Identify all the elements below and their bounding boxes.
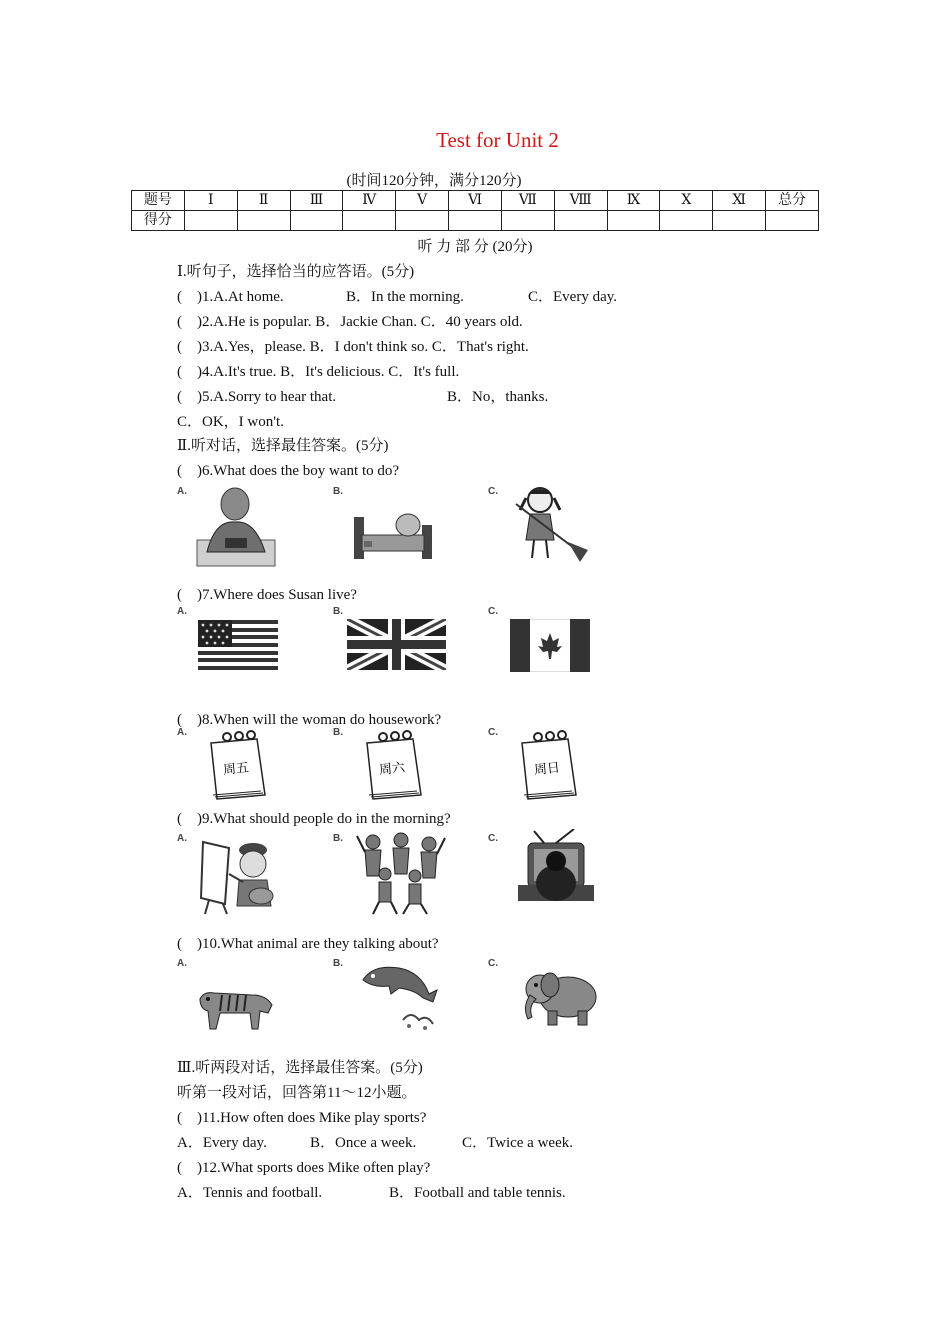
time-and-score: (时间120分钟，满分120分) [346, 173, 522, 189]
question-6: ( )6.What does the boy want to do? [177, 463, 400, 479]
calendar-day-text: 周五 [222, 760, 250, 779]
option-label-a: A. [177, 606, 187, 617]
question-5-option-b: B．No，thanks. [447, 389, 549, 405]
score-input-cell[interactable] [237, 211, 290, 231]
option-label-c: C. [488, 606, 498, 617]
question-11: ( )11.How often does Mike play sports? [177, 1110, 427, 1126]
question-12: ( )12.What sports does Mike often play? [177, 1160, 431, 1176]
score-table-cell: Ⅺ [713, 191, 766, 211]
question-1-option-c: C．Every day. [528, 289, 618, 305]
calendar-day-text: 周六 [378, 760, 406, 779]
question-1: ( )1.A.At home. [177, 289, 284, 305]
boy-doing-homework-image[interactable] [195, 482, 277, 568]
usa-flag-image[interactable] [198, 620, 278, 670]
score-table-cell: 总分 [766, 191, 819, 211]
people-exercising-image[interactable] [355, 830, 446, 916]
watching-tv-image[interactable] [516, 829, 596, 909]
question-11-option-b: B．Once a week. [310, 1135, 417, 1151]
score-table-cell: Ⅷ [554, 191, 607, 211]
score-input-cell[interactable] [184, 211, 237, 231]
question-4: ( )4.A.It's true. B．It's delicious. C．It's full. [177, 364, 460, 380]
score-input-cell[interactable] [607, 211, 660, 231]
question-8: ( )8.When will the woman do housework? [177, 712, 442, 728]
score-table-cell: Ⅸ [607, 191, 660, 211]
boy-sleeping-in-bed-image[interactable] [352, 503, 434, 561]
score-table [131, 190, 819, 231]
question-12-option-b: B．Football and table tennis. [389, 1185, 566, 1201]
calendar-sunday-image[interactable] [514, 729, 578, 801]
calendar-friday-image[interactable] [203, 729, 267, 801]
score-table-cell: Ⅱ [237, 191, 290, 211]
score-table-cell: Ⅲ [290, 191, 343, 211]
option-label-c: C. [488, 958, 498, 969]
elephant-image[interactable] [518, 967, 600, 1029]
dolphin-image[interactable] [359, 960, 443, 1032]
question-11-option-c: C．Twice a week. [462, 1135, 573, 1151]
score-input-cell[interactable] [766, 211, 819, 231]
girl-sweeping-floor-image[interactable] [510, 484, 590, 564]
option-label-b: B. [333, 833, 343, 844]
section-title: 听 力 部 分 (20分) [417, 239, 533, 255]
canada-flag-image[interactable] [510, 619, 590, 672]
page-title: Test for Unit 2 [436, 128, 559, 152]
option-label-a: A. [177, 486, 187, 497]
question-5-option-c: C．OK，I won't. [177, 414, 284, 430]
option-label-c: C. [488, 727, 498, 738]
question-5: ( )5.A.Sorry to hear that. [177, 389, 337, 405]
score-input-cell[interactable] [449, 211, 502, 231]
option-label-a: A. [177, 958, 187, 969]
score-input-cell[interactable] [660, 211, 713, 231]
score-table-cell: Ⅳ [343, 191, 396, 211]
score-table-cell: Ⅴ [396, 191, 449, 211]
score-input-cell[interactable] [501, 211, 554, 231]
question-9: ( )9.What should people do in the morning? [177, 811, 451, 827]
score-table-score-row [132, 211, 819, 231]
question-3: ( )3.A.Yes，please. B．I don't think so. C．That's right. [177, 339, 529, 355]
option-label-a: A. [177, 727, 187, 738]
tiger-image[interactable] [196, 983, 276, 1033]
score-input-cell[interactable] [396, 211, 449, 231]
option-label-b: B. [333, 727, 343, 738]
score-table-header-row [132, 191, 819, 211]
option-label-b: B. [333, 958, 343, 969]
part2-heading: Ⅱ.听对话，选择最佳答案。(5分) [177, 438, 389, 454]
score-input-cell[interactable] [290, 211, 343, 231]
score-table-cell: 得分 [132, 211, 185, 231]
question-12-option-a: A．Tennis and football. [177, 1185, 323, 1201]
boy-painting-image[interactable] [199, 834, 277, 916]
option-label-b: B. [333, 486, 343, 497]
question-11-option-a: A．Every day. [177, 1135, 267, 1151]
score-input-cell[interactable] [343, 211, 396, 231]
option-label-b: B. [333, 606, 343, 617]
option-label-c: C. [488, 833, 498, 844]
part1-heading: Ⅰ.听句子，选择恰当的应答语。(5分) [177, 264, 415, 280]
question-1-option-b: B．In the morning. [346, 289, 464, 305]
uk-flag-image[interactable] [347, 619, 446, 670]
score-table-cell: Ⅶ [501, 191, 554, 211]
score-input-cell[interactable] [713, 211, 766, 231]
score-input-cell[interactable] [554, 211, 607, 231]
part3-heading: Ⅲ.听两段对话，选择最佳答案。(5分) [177, 1060, 423, 1076]
calendar-saturday-image[interactable] [359, 729, 423, 801]
option-label-a: A. [177, 833, 187, 844]
question-7: ( )7.Where does Susan live? [177, 587, 357, 603]
calendar-day-text: 周日 [533, 760, 561, 779]
question-2: ( )2.A.He is popular. B．Jackie Chan. C．40 years old. [177, 314, 523, 330]
score-table-cell: Ⅰ [184, 191, 237, 211]
score-table-cell: Ⅹ [660, 191, 713, 211]
option-label-c: C. [488, 486, 498, 497]
score-table-cell: Ⅵ [449, 191, 502, 211]
question-10: ( )10.What animal are they talking about? [177, 936, 439, 952]
part3-intro: 听第一段对话，回答第11～12小题。 [177, 1085, 417, 1101]
score-table-cell: 题号 [132, 191, 185, 211]
